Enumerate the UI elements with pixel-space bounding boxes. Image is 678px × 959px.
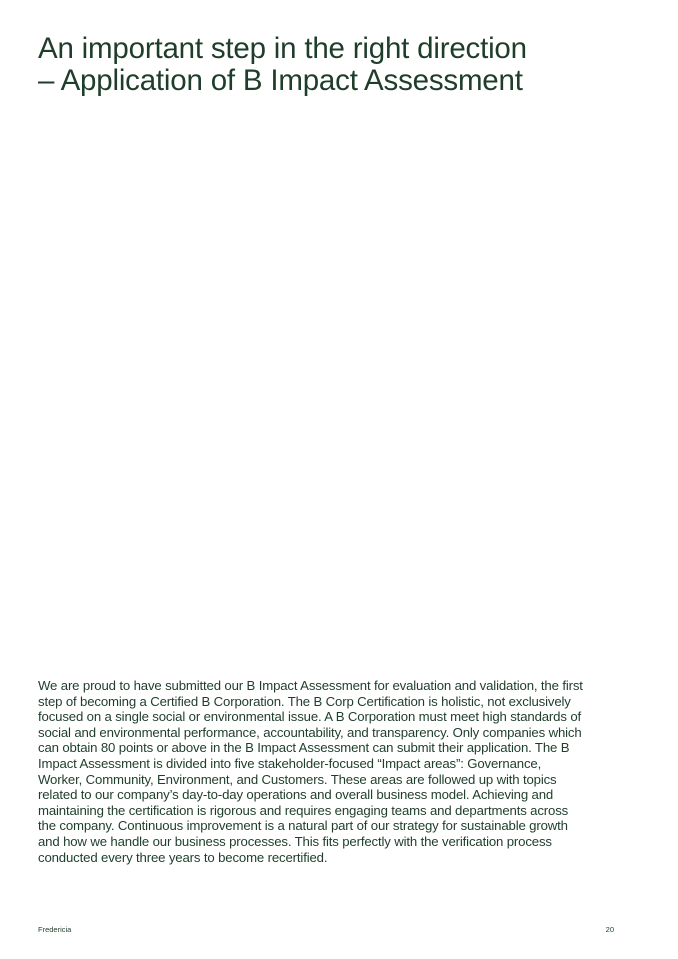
body-line: can obtain 80 points or above in the B Impact Assessment can submit their application. The B: [38, 740, 570, 756]
page-title-line: An important step in the right direction: [38, 32, 527, 65]
body-line: We are proud to have submitted our B Impact Assessment for evaluation and validation, the first: [38, 678, 583, 693]
body-line: focused on a single social or environmental issue. A B Corporation must meet high standards of: [38, 709, 582, 725]
body-line: Worker, Community, Environment, and Customers. These areas are followed up with topics: [38, 771, 557, 787]
page-title: [38, 33, 638, 97]
body-line: Impact Assessment is divided into five stakeholder-focused “Impact areas”: Governance,: [38, 755, 542, 771]
body-line: conducted every three years to become recertified.: [38, 849, 328, 865]
page-title-line: – Application of B Impact Assessment: [38, 64, 523, 97]
footer-page-number: 20: [605, 925, 614, 934]
body-line: the company. Continuous improvement is a natural part of our strategy for sustainable growth: [38, 818, 568, 834]
body-line: step of becoming a Certified B Corporation. The B Corp Certification is holistic, not exclusively: [38, 693, 571, 709]
footer-company-name: Fredericia: [38, 925, 72, 934]
body-line: related to our company’s day-to-day operations and overall business model. Achieving and: [38, 787, 554, 803]
body-line: and how we handle our business processes. This fits perfectly with the verification process: [38, 833, 552, 849]
body-paragraph: [38, 678, 628, 865]
body-line: maintaining the certification is rigorous and requires engaging teams and departments across: [38, 802, 569, 818]
body-line: social and environmental performance, accountability, and transparency. Only companies which: [38, 724, 582, 740]
